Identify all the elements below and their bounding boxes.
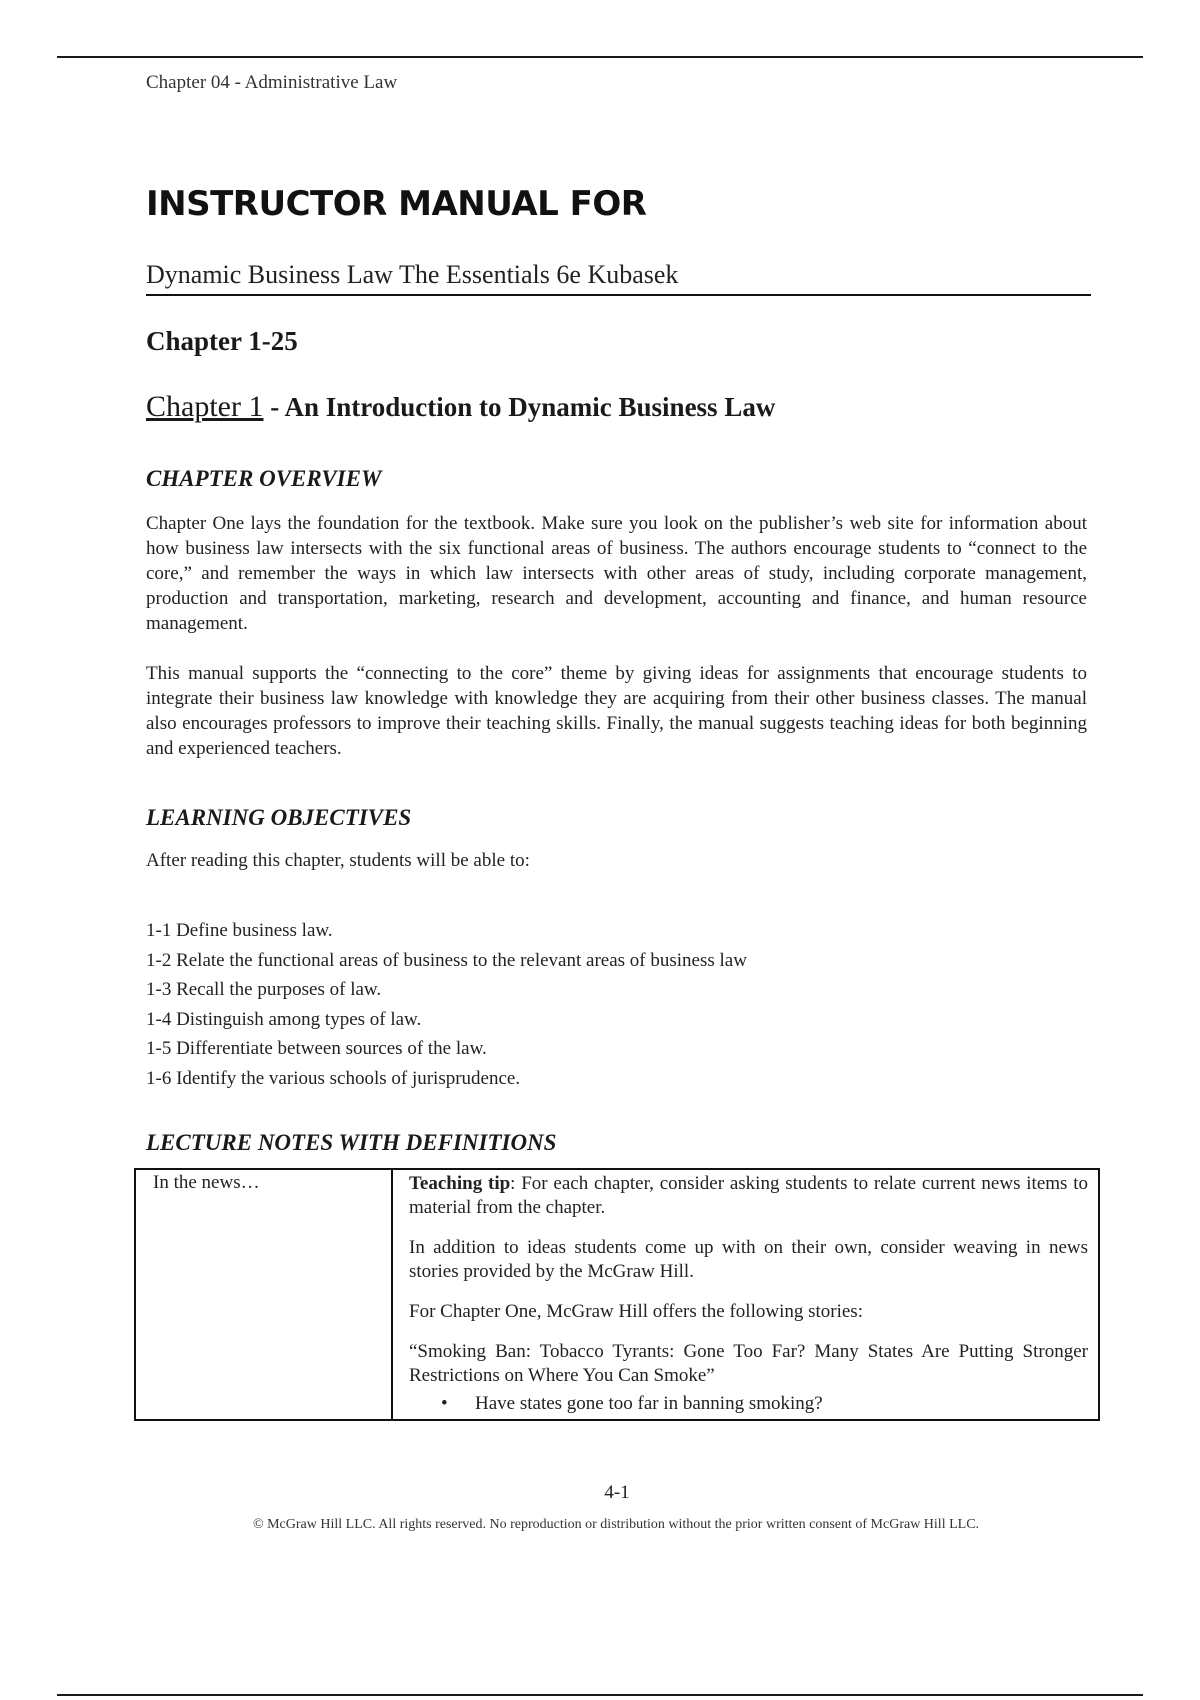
top-rule — [57, 56, 1143, 58]
overview-heading: CHAPTER OVERVIEW — [146, 466, 382, 491]
objective-item: 1-6 Identify the various schools of jurisprudence. — [146, 1067, 521, 1089]
table-row — [135, 1169, 1099, 1420]
story-title: “Smoking Ban: Tobacco Tyrants: Gone Too Far? Many States Are Putting Stronger Restrictions on Where You Can Smoke” — [409, 1341, 1088, 1386]
teaching-tip — [409, 1172, 1088, 1220]
objective-item: 1-3 Recall the purposes of law. — [146, 979, 382, 1001]
notes-paragraph-2: In addition to ideas students come up with on their own, consider weaving in news stories provided by the McGraw Hill. — [409, 1237, 1088, 1282]
bottom-rule — [57, 1694, 1143, 1696]
objective-item: 1-2 Relate the functional areas of business to the relevant areas of business law — [146, 949, 747, 971]
overview-paragraph-2: This manual supports the “connecting to the core” theme by giving ideas for assignments that encourage students to integrate their business law knowledge with knowledge they are acquiring from their other business classes. The manual also encourages professors to improve their teaching skills. Finally, the manual suggests teaching ideas for both beginning and experienced teachers. — [146, 663, 1087, 759]
story-questions — [409, 1392, 1088, 1416]
objectives-heading: LEARNING OBJECTIVES — [146, 805, 412, 830]
copyright-notice: © McGraw Hill LLC. All rights reserved. No reproduction or distribution without the prior written consent of McGraw Hill LLC. — [252, 1517, 980, 1532]
question-text: Have states gone too far in banning smoking? — [475, 1393, 823, 1414]
teaching-tip-label: Teaching tip — [409, 1173, 511, 1194]
list-item — [439, 1392, 1088, 1416]
notes-paragraph-3: For Chapter One, McGraw Hill offers the following stories: — [409, 1301, 863, 1322]
book-title: Dynamic Business Law The Essentials 6e Kubasek — [146, 260, 1091, 296]
overview-paragraph-1: Chapter One lays the foundation for the textbook. Make sure you look on the publisher’s web site for information about how business law intersects with the six functional areas of business. The authors encourage students to “connect to the core,” and remember the ways in which law intersects with other areas of study, including corporate management, production and transportation, marketing, research and development, accounting and finance, and human resource management. — [146, 513, 1087, 634]
chapter-heading — [146, 390, 775, 424]
objective-item: 1-5 Differentiate between sources of the law. — [146, 1038, 487, 1060]
lecture-notes-table — [134, 1168, 1100, 1421]
notes-cell — [392, 1169, 1099, 1420]
page-number: 4-1 — [604, 1482, 630, 1503]
bullet-icon: • — [441, 1393, 448, 1414]
objective-item: 1-4 Distinguish among types of law. — [146, 1008, 422, 1030]
running-head: Chapter 04 - Administrative Law — [146, 72, 398, 93]
teaching-tip-text: : For each chapter, consider asking students to relate current news items to material from the chapter. — [409, 1173, 1088, 1218]
objective-item: 1-1 Define business law. — [146, 920, 333, 941]
chapter-title: An Introduction to Dynamic Business Law — [284, 392, 776, 422]
objectives-intro: After reading this chapter, students will be able to: — [146, 850, 530, 871]
chapter-range: Chapter 1-25 — [146, 326, 298, 356]
objectives-list — [146, 916, 747, 1094]
manual-title: INSTRUCTOR MANUAL FOR — [146, 184, 647, 224]
lecture-notes-heading: LECTURE NOTES WITH DEFINITIONS — [146, 1130, 557, 1155]
chapter-link[interactable]: Chapter 1 — [146, 390, 264, 423]
topic-cell — [135, 1169, 392, 1420]
chapter-separator: - — [263, 392, 285, 422]
topic-label: In the news… — [153, 1172, 260, 1193]
